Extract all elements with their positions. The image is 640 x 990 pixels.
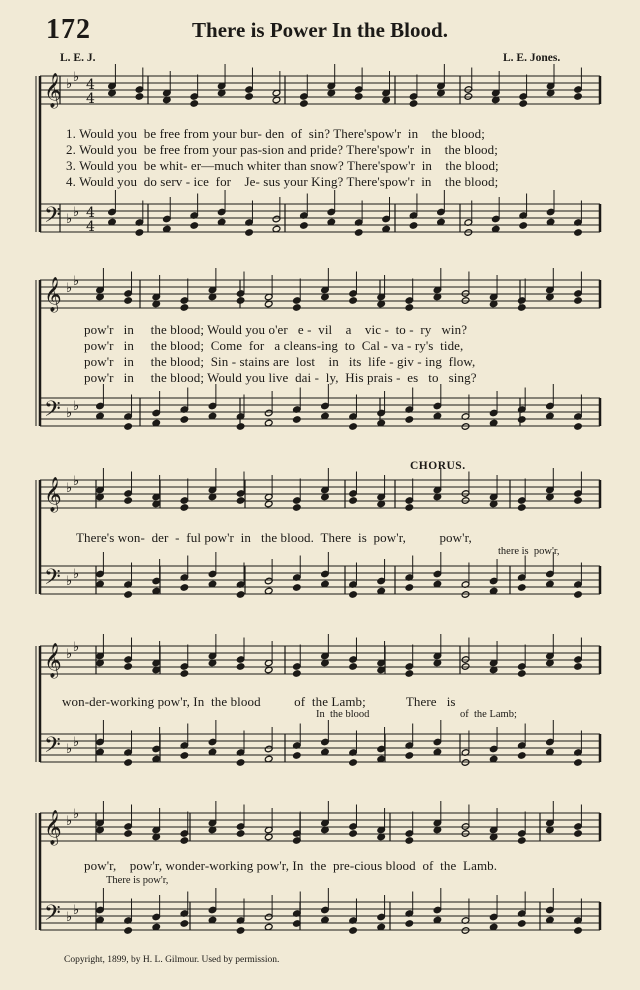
flat-sign: ♭	[73, 70, 80, 85]
bass-note	[405, 752, 414, 760]
treble-note	[124, 830, 133, 838]
treble-note	[124, 497, 133, 505]
treble-clef: 𝄞	[44, 277, 62, 312]
bass-note	[517, 584, 526, 592]
bass-note	[574, 423, 583, 431]
flat-sign: ♭	[73, 474, 80, 489]
bass-note	[517, 416, 526, 424]
bass-note	[236, 927, 245, 935]
system3-alto-lyric: there is pow'r,	[498, 546, 560, 557]
time-signature: 4	[86, 219, 95, 235]
flat-sign: ♭	[66, 814, 73, 829]
treble-note	[124, 297, 133, 305]
system5-alto-lyric: There is pow'r,	[106, 875, 169, 886]
treble-clef: 𝄞	[44, 477, 62, 512]
bass-note	[124, 759, 133, 767]
treble-note	[135, 93, 144, 101]
bass-note	[245, 229, 254, 237]
treble-note	[405, 837, 414, 845]
treble-note	[574, 830, 583, 838]
treble-note	[293, 837, 302, 845]
treble-note	[517, 304, 526, 312]
flat-sign: ♭	[66, 212, 73, 227]
system3-lyric: There's won- der - ful pow'r in the blood. There is pow'r, pow'r,	[76, 530, 472, 545]
bass-note	[180, 752, 189, 760]
treble-clef: 𝄞	[44, 73, 62, 108]
treble-note	[236, 497, 245, 505]
treble-note	[180, 504, 189, 512]
bass-clef: 𝄢	[44, 901, 61, 931]
flat-sign: ♭	[73, 807, 80, 822]
bass-note	[574, 591, 583, 599]
bass-clef: 𝄢	[44, 733, 61, 763]
treble-note	[349, 297, 358, 305]
bass-note	[519, 222, 528, 230]
verse-2-line: 2. Would you be free from your pas-sion and pride? There'spow'r in the blood;	[66, 142, 498, 157]
bass-note	[293, 416, 302, 424]
treble-note	[180, 670, 189, 678]
system4-alto-lyric-1: In the blood	[316, 709, 370, 720]
flat-sign: ♭	[73, 735, 80, 750]
treble-note	[405, 670, 414, 678]
treble-note	[519, 100, 528, 108]
system2-verse-2: pow'r in the blood; Come for a cleans-ing to Cal - va - ry's tide,	[84, 338, 464, 353]
treble-note	[574, 663, 583, 671]
bass-note	[135, 229, 144, 237]
bass-note	[574, 927, 583, 935]
bass-note	[349, 423, 358, 431]
verse-3-line: 3. Would you be whit- er—much whiter than snow? There'spow'r in the blood;	[66, 158, 499, 173]
treble-note	[349, 830, 358, 838]
words-credit: L. E. J.	[60, 52, 96, 64]
bass-note	[349, 759, 358, 767]
time-signature: 4	[86, 77, 95, 93]
system4-lyric: won-der-working pow'r, In the blood of the Lamb; There is	[62, 694, 456, 709]
treble-note	[409, 100, 418, 108]
treble-note	[354, 93, 363, 101]
bass-note	[293, 752, 302, 760]
treble-note	[517, 504, 526, 512]
treble-note	[293, 304, 302, 312]
bass-note	[574, 229, 583, 237]
flat-sign: ♭	[66, 647, 73, 662]
treble-note	[405, 504, 414, 512]
bass-note	[405, 416, 414, 424]
music-credit: L. E. Jones.	[503, 52, 561, 64]
bass-note	[236, 591, 245, 599]
bass-note	[405, 584, 414, 592]
treble-note	[349, 497, 358, 505]
flat-sign: ♭	[66, 481, 73, 496]
treble-note	[349, 663, 358, 671]
treble-note	[300, 100, 309, 108]
flat-sign: ♭	[73, 399, 80, 414]
system2-verse-3: pow'r in the blood; Sin - stains are lost in its life - giv - ing flow,	[84, 354, 476, 369]
flat-sign: ♭	[73, 903, 80, 918]
verse-1-line: 1. Would you be free from your bur- den of sin? There'spow'r in the blood;	[66, 126, 485, 141]
time-signature: 4	[86, 91, 95, 107]
bass-clef: 𝄢	[44, 397, 61, 427]
time-signature: 4	[86, 205, 95, 221]
system5-lyric: pow'r, pow'r, wonder-working pow'r, In the pre-cious blood of the Lamb.	[84, 858, 498, 873]
bass-note	[574, 759, 583, 767]
flat-sign: ♭	[73, 274, 80, 289]
bass-note	[405, 920, 414, 928]
flat-sign: ♭	[73, 567, 80, 582]
treble-note	[236, 663, 245, 671]
treble-note	[574, 297, 583, 305]
bass-clef: 𝄢	[44, 565, 61, 595]
hymn-title: There is Power In the Blood.	[192, 18, 448, 42]
bass-note	[349, 591, 358, 599]
treble-note	[517, 837, 526, 845]
chorus-label: CHORUS.	[410, 460, 466, 472]
treble-note	[574, 497, 583, 505]
treble-note	[293, 504, 302, 512]
flat-sign: ♭	[66, 77, 73, 92]
bass-note	[349, 927, 358, 935]
flat-sign: ♭	[66, 281, 73, 296]
treble-note	[180, 837, 189, 845]
bass-note	[300, 222, 309, 230]
system4-alto-lyric-2: of the Lamb;	[460, 709, 517, 720]
treble-note	[236, 297, 245, 305]
hymn-number: 172	[46, 14, 91, 45]
flat-sign: ♭	[73, 640, 80, 655]
treble-note	[405, 304, 414, 312]
bass-note	[409, 222, 418, 230]
flat-sign: ♭	[66, 574, 73, 589]
bass-note	[293, 584, 302, 592]
flat-sign: ♭	[66, 406, 73, 421]
treble-note	[517, 670, 526, 678]
treble-clef: 𝄞	[44, 810, 62, 845]
bass-note	[180, 584, 189, 592]
system2-verse-1: pow'r in the blood; Would you o'er e - vil a vic - to - ry win?	[84, 322, 468, 337]
bass-note	[354, 229, 363, 237]
flat-sign: ♭	[66, 910, 73, 925]
flat-sign: ♭	[66, 742, 73, 757]
bass-note	[124, 591, 133, 599]
verse-4-line: 4. Would you do serv - ice for Je- sus your King? There'spow'r in the blood;	[66, 174, 499, 189]
bass-note	[517, 752, 526, 760]
copyright-footer: Copyright, 1899, by H. L. Gilmour. Used by permission.	[64, 955, 280, 965]
bass-note	[124, 927, 133, 935]
bass-note	[124, 423, 133, 431]
flat-sign: ♭	[73, 205, 80, 220]
treble-note	[180, 304, 189, 312]
bass-note	[190, 222, 199, 230]
treble-note	[245, 93, 254, 101]
treble-note	[190, 100, 199, 108]
bass-note	[236, 423, 245, 431]
treble-clef: 𝄞	[44, 643, 62, 678]
treble-note	[236, 830, 245, 838]
bass-note	[180, 920, 189, 928]
bass-note	[236, 759, 245, 767]
system2-verse-4: pow'r in the blood; Would you live dai - ly, His prais - es to sing?	[84, 370, 477, 385]
treble-note	[293, 670, 302, 678]
bass-note	[180, 416, 189, 424]
treble-note	[574, 93, 583, 101]
bass-clef: 𝄢	[44, 203, 61, 233]
treble-note	[124, 663, 133, 671]
bass-note	[517, 920, 526, 928]
